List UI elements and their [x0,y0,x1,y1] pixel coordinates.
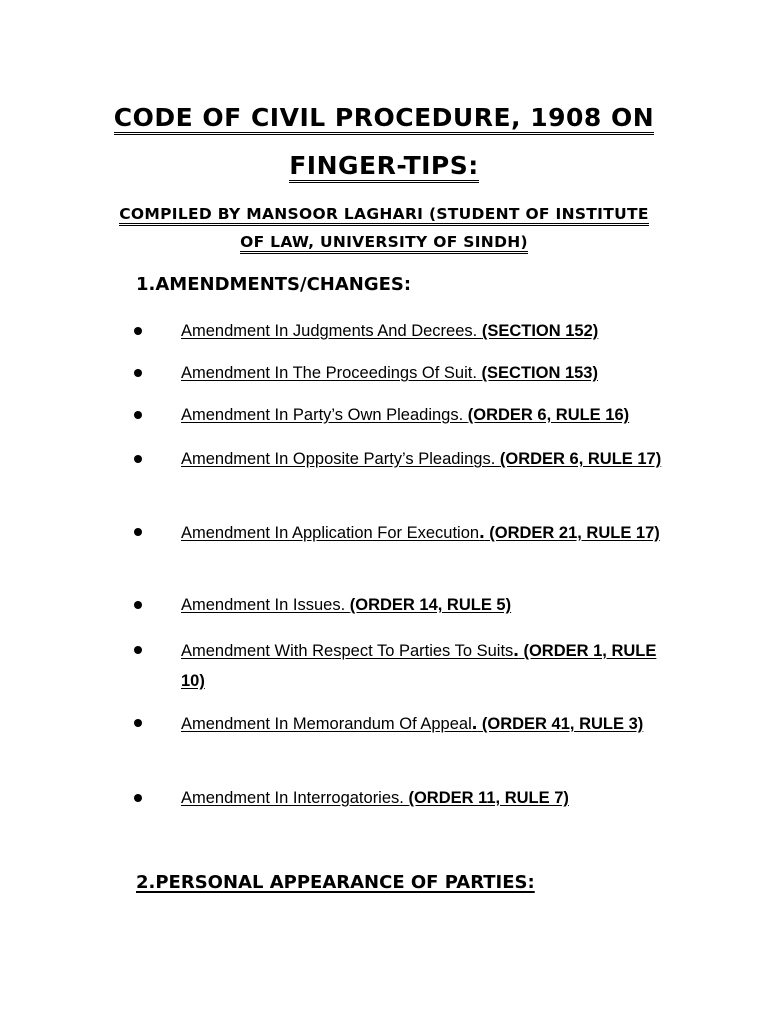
subtitle-line-2: OF LAW, UNIVERSITY OF SINDH) [240,233,528,254]
title-line-2: FINGER-TIPS: [289,151,479,183]
amendment-reference: (ORDER 41, RULE 3) [477,715,644,733]
amendment-reference: (ORDER 6, RULE 17) [499,450,662,468]
amendment-label: Amendment With Respect To Parties To Suits [181,642,514,660]
document-title [40,94,728,190]
amendment-text [181,635,681,696]
amendment-text [181,517,681,548]
amendment-label: Amendment In Memorandum Of Appeal [181,715,472,733]
amendment-label: Amendment In Interrogatories. [181,789,409,807]
amendment-period: . [479,521,485,543]
amendment-period: . [471,712,478,734]
amendment-text [181,316,681,346]
amendment-text [181,590,681,620]
amendment-reference: (SECTION 152) [481,322,599,340]
title-line-1: CODE OF CIVIL PROCEDURE, 1908 ON [114,103,654,135]
bullet-icon [134,369,142,377]
section-heading-amendments: 1.AMENDMENTS/CHANGES: [136,274,412,295]
bullet-icon [134,794,142,802]
amendment-label: Amendment In Application For Execution [181,524,480,542]
bullet-icon [134,455,142,463]
bullet-icon [134,327,142,335]
amendment-label: Amendment In Opposite Party’s Pleadings. [181,450,500,468]
amendment-text [181,358,681,388]
amendment-label: Amendment In Party’s Own Pleadings. [181,406,468,424]
bullet-icon [134,719,142,727]
bullet-icon [134,646,142,654]
bullet-icon [134,528,142,536]
amendment-reference: (SECTION 153) [481,364,598,382]
amendment-reference: (ORDER 6, RULE 16) [467,406,630,424]
amendment-text [181,444,681,474]
amendment-label: Amendment In The Proceedings Of Suit. [181,364,482,382]
bullet-icon [134,601,142,609]
amendment-label: Amendment In Judgments And Decrees. [181,322,482,340]
document-subtitle [40,200,728,256]
amendment-period: . [513,639,519,661]
amendment-text [181,783,681,813]
section-heading-personal-appearance: 2.PERSONAL APPEARANCE OF PARTIES: [136,872,535,893]
amendment-label: Amendment In Issues. [181,596,350,614]
amendment-text [181,708,681,739]
amendment-reference: (ORDER 11, RULE 7) [408,789,569,807]
amendment-reference: (ORDER 21, RULE 17) [484,524,660,542]
subtitle-line-1: COMPILED BY MANSOOR LAGHARI (STUDENT OF INSTITUTE [119,205,649,226]
amendment-text [181,400,681,430]
amendment-reference: (ORDER 1, RULE 10) [181,642,657,690]
bullet-icon [134,411,142,419]
amendment-reference: (ORDER 14, RULE 5) [349,596,512,614]
